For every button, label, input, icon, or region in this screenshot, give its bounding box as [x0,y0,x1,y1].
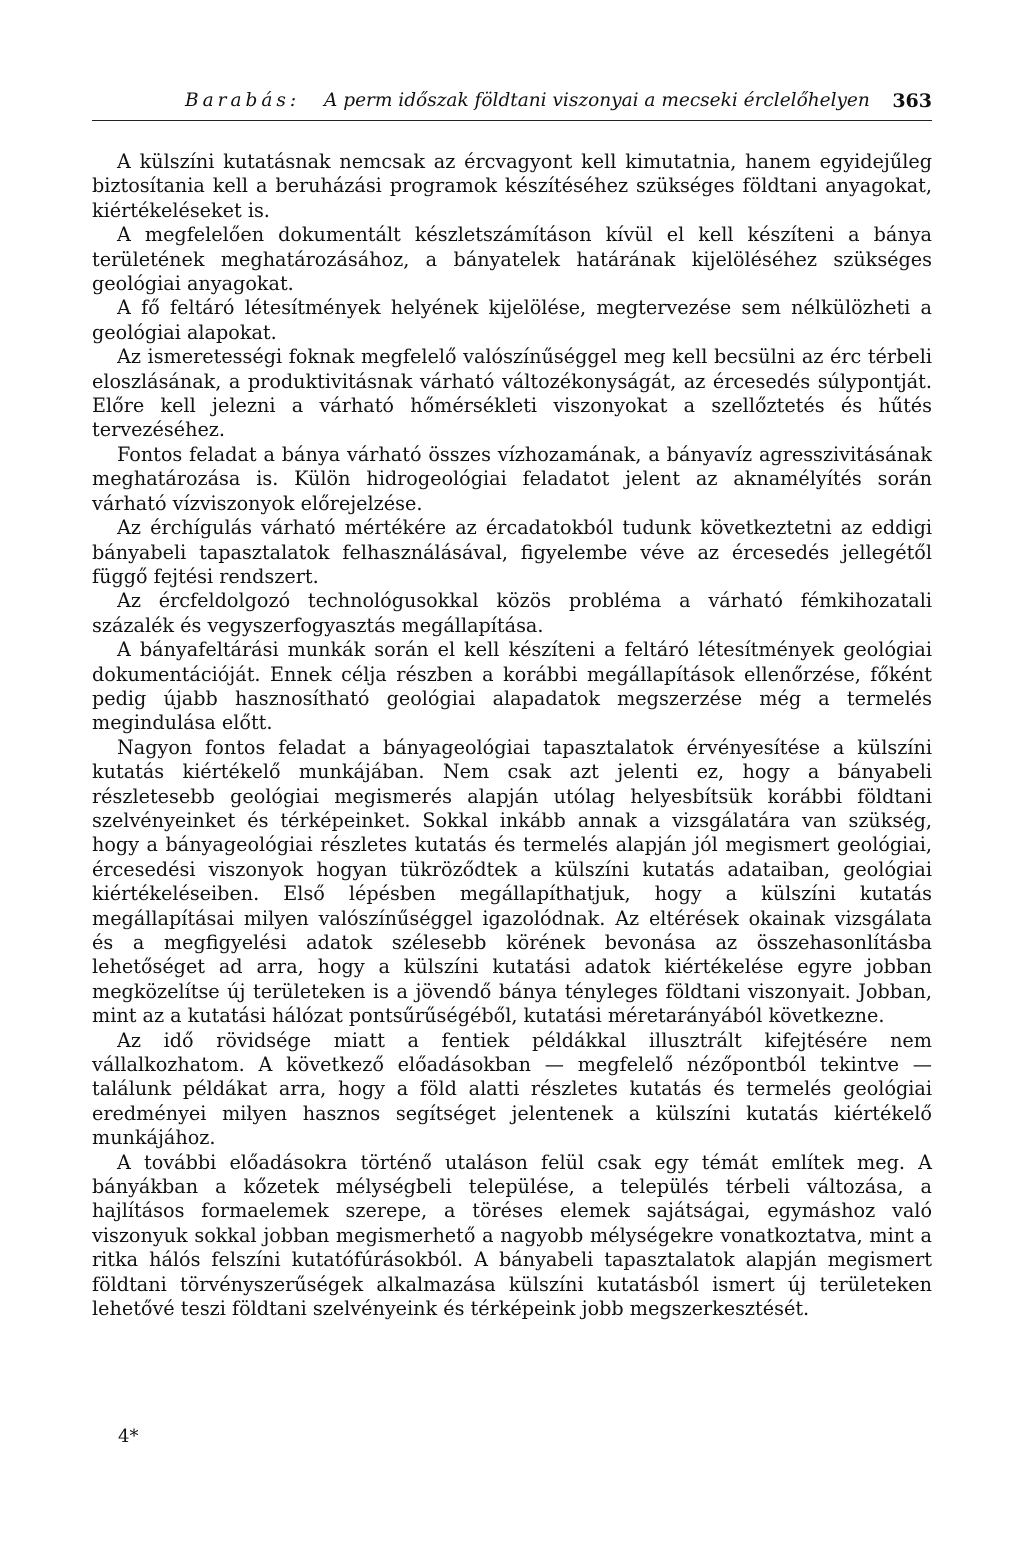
running-head-title: A perm időszak földtani viszonyai a mecseki érclelőhelyen [324,90,870,111]
paragraph: Az ismeretességi foknak megfelelő valószínűséggel meg kell becsülni az érc térbeli eloszlásának, a produktivitásnak várható változékonyságát, az ércesedés súlypontját. Előre kell jelezni a várható hőmérsékleti viszonyokat a szellőztetés és hűtés tervezéséhez. [92,345,932,442]
paragraph: Az érchígulás várható mértékére az ércadatokból tudunk következtetni az eddigi bányabeli tapasztalatok felhasználásával, figyelembe véve az ércesedés jellegétől függő fejtési rendszert. [92,516,932,588]
running-head-author: Barabás: [185,90,301,111]
paragraph: A bányafeltárási munkák során el kell készíteni a feltáró létesítmények geológiai dokumentációját. Ennek célja részben a korábbi megállapítások ellenőrzése, főként pedig újabb hasznosítható geológiai alapadatok megszerzése még a termelés megindulása előtt. [92,638,932,735]
paragraph: A külszíni kutatásnak nemcsak az ércvagyont kell kimutatnia, hanem egyidejűleg biztosítania kell a beruházási programok készítéséhez szükséges földtani anyagokat, kiértékeléseket is. [92,150,932,222]
paragraph: A további előadásokra történő utaláson felül csak egy témát említek meg. A bányákban a kőzetek mélységbeli települése, a település térbeli változása, a hajlításos formaelemek szerepe, a töréses elemek sajátságai, egymáshoz való viszonyuk sokkal jobban megismerhető a nagyobb mélységekre vonatkoztatva, mint a ritka hálós felszíni kutatófúrásokból. A bányabeli tapasztalatok alapján megismert földtani törvényszerűségek alkalmazása külszíni kutatásból ismert új területeken lehetővé teszi földtani szelvényeink és térképeink jobb megszerkesztését. [92,1150,932,1321]
paragraph: Nagyon fontos feladat a bányageológiai tapasztalatok érvényesítése a külszíni kutatás kiértékelő munkájában. Nem csak azt jelenti ez, hogy a bányabeli részletesebb geológiai megismerés alapján utólag helyesbítsük korábbi földtani szelvényeinket és térképeinket. Sokkal inkább annak a vizsgálatára van szükség, hogy a bányageológiai részletes kutatás és termelés alapján jól megismert geológiai, ércesedési viszonyok hogyan tükröződtek a külszíni kutatás adataiban, geológiai kiértékeléseiben. Első lépésben megállapíthatjuk, hogy a külszíni kutatás megállapításai milyen valószínűséggel igazolódnak. Az eltérések okainak vizsgálata és a megfigyelési adatok szélesebb körének bevonása az összehasonlításba lehetőséget ad arra, hogy a külszíni kutatási adatok kiértékelése egyre jobban megközelítse új területeken is a jövendő bánya tényleges földtani viszonyait. Jobban, mint az a kutatási hálózat pontsűrűségéből, kutatási méretarányából következne. [92,735,932,1028]
paragraph: A fő feltáró létesítmények helyének kijelölése, megtervezése sem nélkülözheti a geológiai alapokat. [92,296,932,344]
paragraph: Fontos feladat a bánya várható összes vízhozamának, a bányavíz agresszivitásának meghatározása is. Külön hidrogeológiai feladatot jelent az aknamélyítés során várható vízviszonyok előrejelzése. [92,442,932,515]
page-number: 363 [892,90,932,112]
running-head [92,80,932,121]
body-text [92,150,932,1322]
paragraph: Az ércfeldolgozó technológusokkal közös probléma a várható fémkihozatali százalék és vegyszerfogyasztás megállapítása. [92,589,932,637]
signature-mark: 4* [118,1426,139,1447]
paragraph: Az idő rövidsége miatt a fentiek példákkal illusztrált kifejtésére nem vállalkozhatom. A következő előadásokban — megfelelő nézőpontból tekintve — találunk példákat arra, hogy a föld alatti részletes kutatás és termelés geológiai eredményei milyen hasznos segítséget jelentenek a külszíni kutatás kiértékelő munkájához. [92,1028,932,1150]
paragraph: A megfelelően dokumentált készletszámításon kívül el kell készíteni a bánya területének meghatározásához, a bányatelek határának kijelöléséhez szükséges geológiai anyagokat. [92,223,932,296]
book-page [92,80,932,1322]
